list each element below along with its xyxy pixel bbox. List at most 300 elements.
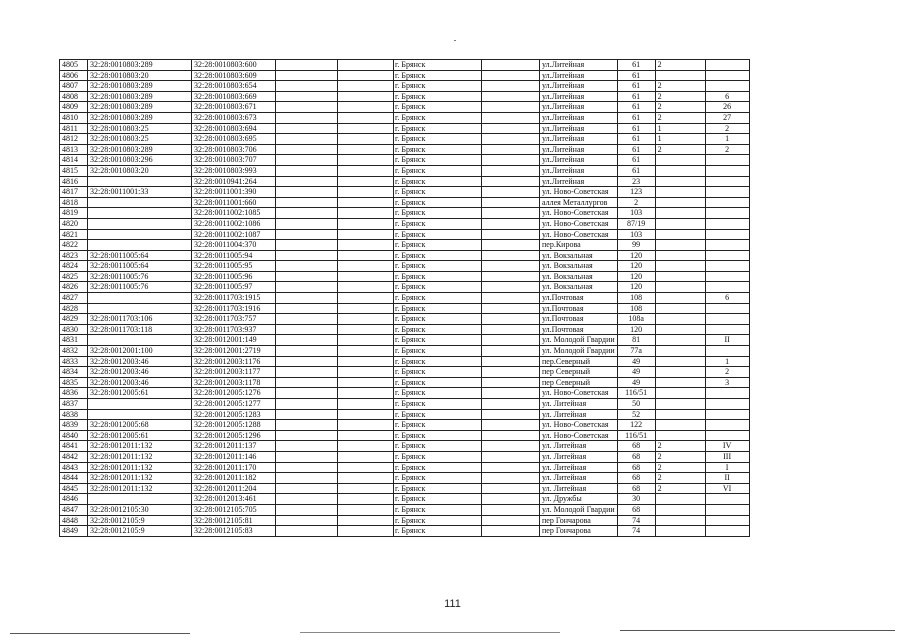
cell-row-number: 4821 <box>60 229 88 240</box>
table-row <box>60 346 750 357</box>
cell-premises <box>705 70 749 81</box>
cell-building-part <box>655 388 705 399</box>
cell-parcel-cadastral: 32:28:0010803:296 <box>88 155 192 166</box>
cell-row-number: 4810 <box>60 112 88 123</box>
cell-city: г. Брянск <box>394 367 482 378</box>
cell-empty-a <box>276 271 338 282</box>
cell-house: 61 <box>617 165 655 176</box>
cell-row-number: 4811 <box>60 123 88 134</box>
table-row <box>60 504 750 515</box>
cell-empty-b <box>338 91 394 102</box>
cell-street: ул. Вокзальная <box>540 261 618 272</box>
cell-empty-a <box>276 388 338 399</box>
cell-building-part <box>655 165 705 176</box>
cell-street: пер.Северный <box>540 356 618 367</box>
scan-speck <box>454 40 456 41</box>
cell-parcel-cadastral: 32:28:0011703:106 <box>88 314 192 325</box>
cell-parcel-cadastral: 32:28:0010803:25 <box>88 123 192 134</box>
cell-parcel-cadastral <box>88 335 192 346</box>
cell-house: 120 <box>617 271 655 282</box>
table-row <box>60 134 750 145</box>
cell-house: 61 <box>617 70 655 81</box>
table-row <box>60 388 750 399</box>
cell-house: 61 <box>617 102 655 113</box>
cell-premises <box>705 229 749 240</box>
cell-empty-b <box>338 240 394 251</box>
cell-empty-a <box>276 187 338 198</box>
cell-building-cadastral: 32:28:0011002:1087 <box>192 229 276 240</box>
cell-empty-b <box>338 81 394 92</box>
cell-house: 120 <box>617 282 655 293</box>
cell-house: 68 <box>617 504 655 515</box>
cell-premises: III <box>705 451 749 462</box>
cell-street: ул.Почтовая <box>540 303 618 314</box>
table-row <box>60 229 750 240</box>
table-row <box>60 314 750 325</box>
cell-empty-b <box>338 430 394 441</box>
cell-empty-b <box>338 462 394 473</box>
cell-empty-b <box>338 112 394 123</box>
cell-empty-c <box>482 451 540 462</box>
cell-street: ул.Литейная <box>540 155 618 166</box>
cell-empty-b <box>338 335 394 346</box>
cell-empty-c <box>482 504 540 515</box>
cell-building-part <box>655 504 705 515</box>
cell-empty-a <box>276 473 338 484</box>
cell-house: 87/19 <box>617 218 655 229</box>
cell-street: ул. Вокзальная <box>540 282 618 293</box>
cell-row-number: 4819 <box>60 208 88 219</box>
cell-city: г. Брянск <box>394 441 482 452</box>
cell-street: пер Северный <box>540 367 618 378</box>
cell-street: ул.Литейная <box>540 102 618 113</box>
cell-empty-a <box>276 123 338 134</box>
cell-city: г. Брянск <box>394 282 482 293</box>
cell-street: ул. Литейная <box>540 441 618 452</box>
cell-premises <box>705 208 749 219</box>
table-row <box>60 377 750 388</box>
cell-empty-c <box>482 134 540 145</box>
cell-house: 61 <box>617 134 655 145</box>
cell-building-part <box>655 409 705 420</box>
cell-empty-b <box>338 60 394 71</box>
cell-house: 99 <box>617 240 655 251</box>
cell-building-cadastral: 32:28:0012001:149 <box>192 335 276 346</box>
table-row <box>60 271 750 282</box>
cell-parcel-cadastral: 32:28:0012011:132 <box>88 483 192 494</box>
table-row <box>60 430 750 441</box>
cell-empty-a <box>276 144 338 155</box>
cell-house: 61 <box>617 144 655 155</box>
cell-parcel-cadastral <box>88 197 192 208</box>
cell-parcel-cadastral <box>88 303 192 314</box>
table-row <box>60 155 750 166</box>
cell-building-part <box>655 494 705 505</box>
cell-row-number: 4844 <box>60 473 88 484</box>
cell-parcel-cadastral <box>88 218 192 229</box>
cell-building-cadastral: 32:28:0010803:706 <box>192 144 276 155</box>
cell-empty-c <box>482 314 540 325</box>
cell-premises <box>705 303 749 314</box>
cell-building-part <box>655 346 705 357</box>
table-row <box>60 240 750 251</box>
cell-empty-c <box>482 324 540 335</box>
cell-row-number: 4849 <box>60 526 88 537</box>
cell-empty-c <box>482 187 540 198</box>
cell-building-part <box>655 250 705 261</box>
cell-empty-c <box>482 176 540 187</box>
cell-parcel-cadastral <box>88 208 192 219</box>
cell-city: г. Брянск <box>394 250 482 261</box>
cell-building-part <box>655 526 705 537</box>
cell-building-cadastral: 32:28:0011004:370 <box>192 240 276 251</box>
cell-building-part <box>655 356 705 367</box>
cell-parcel-cadastral: 32:28:0010803:25 <box>88 134 192 145</box>
cell-house: 49 <box>617 377 655 388</box>
cell-street: ул.Литейная <box>540 112 618 123</box>
cell-empty-b <box>338 399 394 410</box>
cell-building-cadastral: 32:28:0012003:1176 <box>192 356 276 367</box>
cell-street: ул.Литейная <box>540 60 618 71</box>
cell-parcel-cadastral: 32:28:0011005:64 <box>88 250 192 261</box>
cell-building-cadastral: 32:28:0010803:654 <box>192 81 276 92</box>
cell-building-cadastral: 32:28:0012105:81 <box>192 515 276 526</box>
cell-house: 103 <box>617 208 655 219</box>
cell-premises <box>705 504 749 515</box>
cell-house: 68 <box>617 441 655 452</box>
table-row <box>60 367 750 378</box>
cell-parcel-cadastral: 32:28:0012003:46 <box>88 377 192 388</box>
cell-building-cadastral: 32:28:0012005:1277 <box>192 399 276 410</box>
cell-building-cadastral: 32:28:0011002:1086 <box>192 218 276 229</box>
cell-parcel-cadastral <box>88 229 192 240</box>
cell-premises <box>705 346 749 357</box>
cell-street: ул. Молодой Гвардии <box>540 346 618 357</box>
cell-premises <box>705 515 749 526</box>
cell-building-cadastral: 32:28:0010803:694 <box>192 123 276 134</box>
cell-empty-a <box>276 367 338 378</box>
cell-city: г. Брянск <box>394 187 482 198</box>
cell-building-part <box>655 218 705 229</box>
table-row <box>60 165 750 176</box>
cell-building-cadastral: 32:28:0012105:705 <box>192 504 276 515</box>
cell-empty-c <box>482 473 540 484</box>
cell-empty-b <box>338 451 394 462</box>
cell-premises <box>705 240 749 251</box>
cell-building-part: 2 <box>655 112 705 123</box>
cell-empty-a <box>276 356 338 367</box>
cell-empty-b <box>338 494 394 505</box>
table-row <box>60 451 750 462</box>
cell-city: г. Брянск <box>394 261 482 272</box>
cell-premises <box>705 409 749 420</box>
cell-parcel-cadastral: 32:28:0010803:289 <box>88 91 192 102</box>
cell-city: г. Брянск <box>394 303 482 314</box>
cell-house: 108а <box>617 314 655 325</box>
cell-premises: I <box>705 462 749 473</box>
cell-street: пер Гончарова <box>540 515 618 526</box>
cell-row-number: 4834 <box>60 367 88 378</box>
cell-empty-c <box>482 123 540 134</box>
cell-parcel-cadastral <box>88 240 192 251</box>
cell-parcel-cadastral: 32:28:0012005:61 <box>88 430 192 441</box>
cell-row-number: 4820 <box>60 218 88 229</box>
cell-premises <box>705 261 749 272</box>
table-row <box>60 303 750 314</box>
cell-empty-a <box>276 293 338 304</box>
cell-empty-c <box>482 240 540 251</box>
table-row <box>60 81 750 92</box>
cell-row-number: 4806 <box>60 70 88 81</box>
cell-street: ул.Литейная <box>540 176 618 187</box>
cell-building-cadastral: 32:28:0010803:609 <box>192 70 276 81</box>
cell-premises <box>705 282 749 293</box>
cell-building-cadastral: 32:28:0012011:146 <box>192 451 276 462</box>
cell-building-part <box>655 197 705 208</box>
cell-house: 74 <box>617 526 655 537</box>
cell-city: г. Брянск <box>394 102 482 113</box>
cell-street: ул. Молодой Гвардии <box>540 335 618 346</box>
cell-building-cadastral: 32:28:0010941:264 <box>192 176 276 187</box>
cell-parcel-cadastral: 32:28:0010803:289 <box>88 81 192 92</box>
cell-empty-a <box>276 346 338 357</box>
table-row <box>60 60 750 71</box>
cell-row-number: 4829 <box>60 314 88 325</box>
cell-city: г. Брянск <box>394 462 482 473</box>
cell-row-number: 4825 <box>60 271 88 282</box>
cell-empty-b <box>338 483 394 494</box>
cell-city: г. Брянск <box>394 240 482 251</box>
cell-building-part: 2 <box>655 441 705 452</box>
cell-city: г. Брянск <box>394 451 482 462</box>
cell-city: г. Брянск <box>394 494 482 505</box>
cell-empty-c <box>482 303 540 314</box>
cell-empty-b <box>338 102 394 113</box>
cell-premises: 2 <box>705 144 749 155</box>
cell-street: ул.Почтовая <box>540 293 618 304</box>
cell-house: 120 <box>617 324 655 335</box>
cell-row-number: 4822 <box>60 240 88 251</box>
table-row <box>60 123 750 134</box>
cell-empty-b <box>338 367 394 378</box>
cell-house: 68 <box>617 462 655 473</box>
cell-house: 23 <box>617 176 655 187</box>
cell-city: г. Брянск <box>394 399 482 410</box>
cell-empty-b <box>338 229 394 240</box>
cell-empty-b <box>338 176 394 187</box>
cell-building-cadastral: 32:28:0012003:1177 <box>192 367 276 378</box>
cell-row-number: 4843 <box>60 462 88 473</box>
table-row <box>60 324 750 335</box>
cell-house: 122 <box>617 420 655 431</box>
cell-building-part <box>655 261 705 272</box>
cell-empty-a <box>276 324 338 335</box>
cell-street: аллея Металлургов <box>540 197 618 208</box>
cell-empty-b <box>338 123 394 134</box>
cell-building-cadastral: 32:28:0011001:390 <box>192 187 276 198</box>
table-row <box>60 70 750 81</box>
cell-empty-a <box>276 261 338 272</box>
cell-building-part <box>655 282 705 293</box>
cell-city: г. Брянск <box>394 324 482 335</box>
cell-empty-a <box>276 314 338 325</box>
cell-building-part: 2 <box>655 483 705 494</box>
cell-premises <box>705 250 749 261</box>
cell-empty-a <box>276 176 338 187</box>
cell-city: г. Брянск <box>394 388 482 399</box>
cell-premises: 3 <box>705 377 749 388</box>
table-row <box>60 91 750 102</box>
cell-empty-b <box>338 197 394 208</box>
cell-premises: 26 <box>705 102 749 113</box>
cell-premises <box>705 399 749 410</box>
cell-building-part: 2 <box>655 91 705 102</box>
cell-empty-b <box>338 250 394 261</box>
cell-row-number: 4823 <box>60 250 88 261</box>
cell-empty-c <box>482 356 540 367</box>
cell-parcel-cadastral: 32:28:0012003:46 <box>88 367 192 378</box>
cell-parcel-cadastral: 32:28:0010803:20 <box>88 70 192 81</box>
cell-row-number: 4816 <box>60 176 88 187</box>
cell-empty-b <box>338 526 394 537</box>
cell-empty-b <box>338 377 394 388</box>
cell-empty-c <box>482 81 540 92</box>
cell-parcel-cadastral: 32:28:0012105:9 <box>88 526 192 537</box>
table-body <box>60 60 750 537</box>
cell-empty-c <box>482 462 540 473</box>
cell-empty-b <box>338 314 394 325</box>
cell-premises <box>705 60 749 71</box>
cell-building-cadastral: 32:28:0011703:1916 <box>192 303 276 314</box>
cell-city: г. Брянск <box>394 155 482 166</box>
cell-row-number: 4837 <box>60 399 88 410</box>
cell-street: ул. Вокзальная <box>540 250 618 261</box>
cell-row-number: 4846 <box>60 494 88 505</box>
cell-row-number: 4814 <box>60 155 88 166</box>
cell-empty-a <box>276 155 338 166</box>
cell-building-cadastral: 32:28:0011703:937 <box>192 324 276 335</box>
table-row <box>60 462 750 473</box>
cell-house: 108 <box>617 303 655 314</box>
cell-building-cadastral: 32:28:0010803:993 <box>192 165 276 176</box>
scan-line-left <box>10 633 190 634</box>
cell-building-part: 2 <box>655 462 705 473</box>
cell-row-number: 4845 <box>60 483 88 494</box>
cell-premises: II <box>705 335 749 346</box>
table-row <box>60 409 750 420</box>
table-row <box>60 208 750 219</box>
table-row <box>60 526 750 537</box>
cell-empty-c <box>482 441 540 452</box>
cell-parcel-cadastral <box>88 399 192 410</box>
cell-empty-a <box>276 282 338 293</box>
cell-building-part <box>655 399 705 410</box>
cell-house: 120 <box>617 250 655 261</box>
cell-empty-c <box>482 420 540 431</box>
page-number: 111 <box>444 598 461 610</box>
cell-building-cadastral: 32:28:0010803:695 <box>192 134 276 145</box>
cell-row-number: 4815 <box>60 165 88 176</box>
cell-parcel-cadastral: 32:28:0011005:76 <box>88 271 192 282</box>
cell-building-part <box>655 430 705 441</box>
cell-city: г. Брянск <box>394 314 482 325</box>
cell-empty-b <box>338 208 394 219</box>
cell-house: 49 <box>617 356 655 367</box>
cell-empty-b <box>338 420 394 431</box>
cell-premises <box>705 388 749 399</box>
cell-street: ул. Ново-Советская <box>540 430 618 441</box>
table-row <box>60 399 750 410</box>
cell-parcel-cadastral: 32:28:0012011:132 <box>88 462 192 473</box>
cell-parcel-cadastral <box>88 494 192 505</box>
cell-premises: VI <box>705 483 749 494</box>
cell-empty-a <box>276 441 338 452</box>
cell-building-part: 1 <box>655 134 705 145</box>
cell-city: г. Брянск <box>394 176 482 187</box>
cell-row-number: 4838 <box>60 409 88 420</box>
cell-empty-b <box>338 155 394 166</box>
cell-street: ул.Литейная <box>540 134 618 145</box>
cell-street: ул. Литейная <box>540 409 618 420</box>
cell-street: ул.Почтовая <box>540 324 618 335</box>
cell-empty-c <box>482 144 540 155</box>
cell-parcel-cadastral: 32:28:0011001:33 <box>88 187 192 198</box>
cell-building-part <box>655 293 705 304</box>
cell-building-part: 1 <box>655 123 705 134</box>
cell-empty-a <box>276 60 338 71</box>
cell-city: г. Брянск <box>394 208 482 219</box>
cell-premises <box>705 271 749 282</box>
cell-house: 30 <box>617 494 655 505</box>
cell-city: г. Брянск <box>394 335 482 346</box>
cell-parcel-cadastral: 32:28:0012005:61 <box>88 388 192 399</box>
cell-parcel-cadastral <box>88 409 192 420</box>
cell-empty-a <box>276 526 338 537</box>
cell-house: 123 <box>617 187 655 198</box>
cell-building-part: 2 <box>655 102 705 113</box>
cell-empty-c <box>482 526 540 537</box>
cell-city: г. Брянск <box>394 356 482 367</box>
cell-house: 50 <box>617 399 655 410</box>
cell-empty-b <box>338 187 394 198</box>
cell-parcel-cadastral: 32:28:0011703:118 <box>88 324 192 335</box>
cell-premises: 2 <box>705 123 749 134</box>
cell-city: г. Брянск <box>394 420 482 431</box>
cell-street: пер Гончарова <box>540 526 618 537</box>
cell-empty-c <box>482 155 540 166</box>
cell-city: г. Брянск <box>394 377 482 388</box>
cell-city: г. Брянск <box>394 504 482 515</box>
cell-row-number: 4839 <box>60 420 88 431</box>
cell-building-cadastral: 32:28:0011703:1915 <box>192 293 276 304</box>
cell-empty-c <box>482 335 540 346</box>
cell-parcel-cadastral: 32:28:0012105:30 <box>88 504 192 515</box>
cell-building-part <box>655 208 705 219</box>
cell-empty-b <box>338 388 394 399</box>
cell-building-cadastral: 32:28:0011005:95 <box>192 261 276 272</box>
table-row <box>60 187 750 198</box>
cell-parcel-cadastral: 32:28:0012001:100 <box>88 346 192 357</box>
cell-house: 116/51 <box>617 388 655 399</box>
cell-empty-c <box>482 271 540 282</box>
cell-building-cadastral: 32:28:0011005:94 <box>192 250 276 261</box>
cell-building-part <box>655 240 705 251</box>
cell-empty-c <box>482 388 540 399</box>
cell-empty-a <box>276 208 338 219</box>
cell-street: ул. Ново-Советская <box>540 218 618 229</box>
cell-building-cadastral: 32:28:0012011:204 <box>192 483 276 494</box>
cell-empty-c <box>482 102 540 113</box>
